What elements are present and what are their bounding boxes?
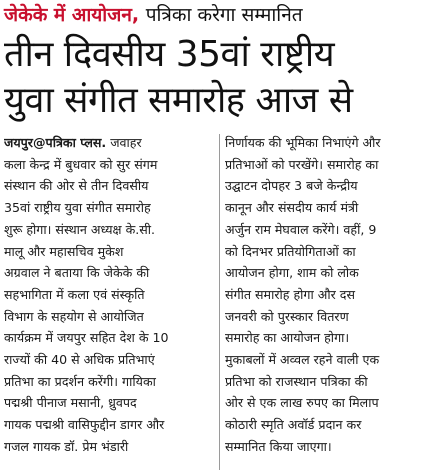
- body-line: कोठारी स्मृति अवॉर्ड प्रदान कर: [225, 417, 362, 433]
- body-line: उद्घाटन दोपहर 3 बजे केन्द्रीय: [225, 178, 358, 194]
- body-line: अर्जुन राम मेघवाल करेंगे। वहीं, 9: [225, 221, 377, 237]
- body-line: राज्यों की 40 से अधिक प्रतिभाएं: [4, 352, 155, 368]
- kicker-black-text: पत्रिका करेगा सम्मानित: [145, 4, 303, 26]
- article-body: [4, 132, 436, 472]
- body-line: प्रतिभाओं को परखेंगे। समारोह का: [225, 156, 379, 172]
- body-line: गजल गायक डॉ. प्रेम भंडारी: [4, 438, 129, 454]
- body-line: कला केन्द्र में बुधवार को सुर संगम: [4, 156, 158, 172]
- first-line: [4, 132, 214, 154]
- body-line: मालू और महासचिव मुकेश: [4, 243, 124, 259]
- body-line: जनवरी को पुरस्कार वितरण: [225, 308, 349, 324]
- body-line: कानून और संसदीय कार्य मंत्री: [225, 200, 359, 216]
- body-line: मुकाबलों में अव्वल रहने वाली एक: [225, 352, 380, 368]
- article-column-left: [4, 132, 219, 472]
- headline: [4, 32, 436, 124]
- kicker-line: [4, 2, 303, 28]
- headline-line-1: तीन दिवसीय 35वां राष्ट्रीय: [4, 34, 335, 75]
- body-line: प्रतिभा का प्रदर्शन करेंगी। गायिका: [4, 373, 156, 389]
- body-line: 35वां राष्ट्रीय युवा संगीत समारोह: [4, 200, 151, 216]
- body-line: निर्णायक की भूमिका निभाएंगे और: [225, 135, 381, 150]
- dateline: जयपुर@पत्रिका प्लस.: [4, 135, 107, 150]
- article-column-right: [220, 132, 435, 472]
- body-line: पद्मश्री पीनाज मसानी, ध्रुवपद: [4, 395, 137, 411]
- body-line: शुरू होगा। संस्थान अध्यक्ष के.सी.: [4, 221, 156, 237]
- body-line: आयोजन होगा, शाम को लोक: [225, 265, 359, 281]
- body-line: को दिनभर प्रतियोगिताओं का: [225, 243, 356, 259]
- kicker-red-text: जेकेके में आयोजन,: [4, 4, 140, 26]
- first-line-text: जवाहर: [110, 135, 142, 150]
- body-line: अग्रवाल ने बताया कि जेकेके की: [4, 265, 150, 281]
- body-line: समारोह का आयोजन होगा।: [225, 330, 350, 346]
- body-line: कार्यक्रम में जयपुर सहित देश के 10: [4, 330, 169, 346]
- body-line: संस्थान की ओर से तीन दिवसीय: [4, 178, 149, 194]
- body-line: ओर से एक लाख रुपए का मिलाप: [225, 395, 379, 411]
- body-line: सहभागिता में कला एवं संस्कृति: [4, 286, 145, 302]
- body-line: संगीत समारोह होगा और दस: [225, 286, 355, 302]
- body-line: विभाग के सहयोग से आयोजित: [4, 308, 144, 324]
- body-line: प्रतिभा को राजस्थान पत्रिका की: [225, 373, 368, 389]
- body-line: सम्मानित किया जाएगा।: [225, 438, 332, 454]
- headline-line-2: युवा संगीत समारोह आज से: [4, 80, 353, 121]
- body-line: गायक पद्मश्री वासिफुद्दीन डागर और: [4, 417, 165, 433]
